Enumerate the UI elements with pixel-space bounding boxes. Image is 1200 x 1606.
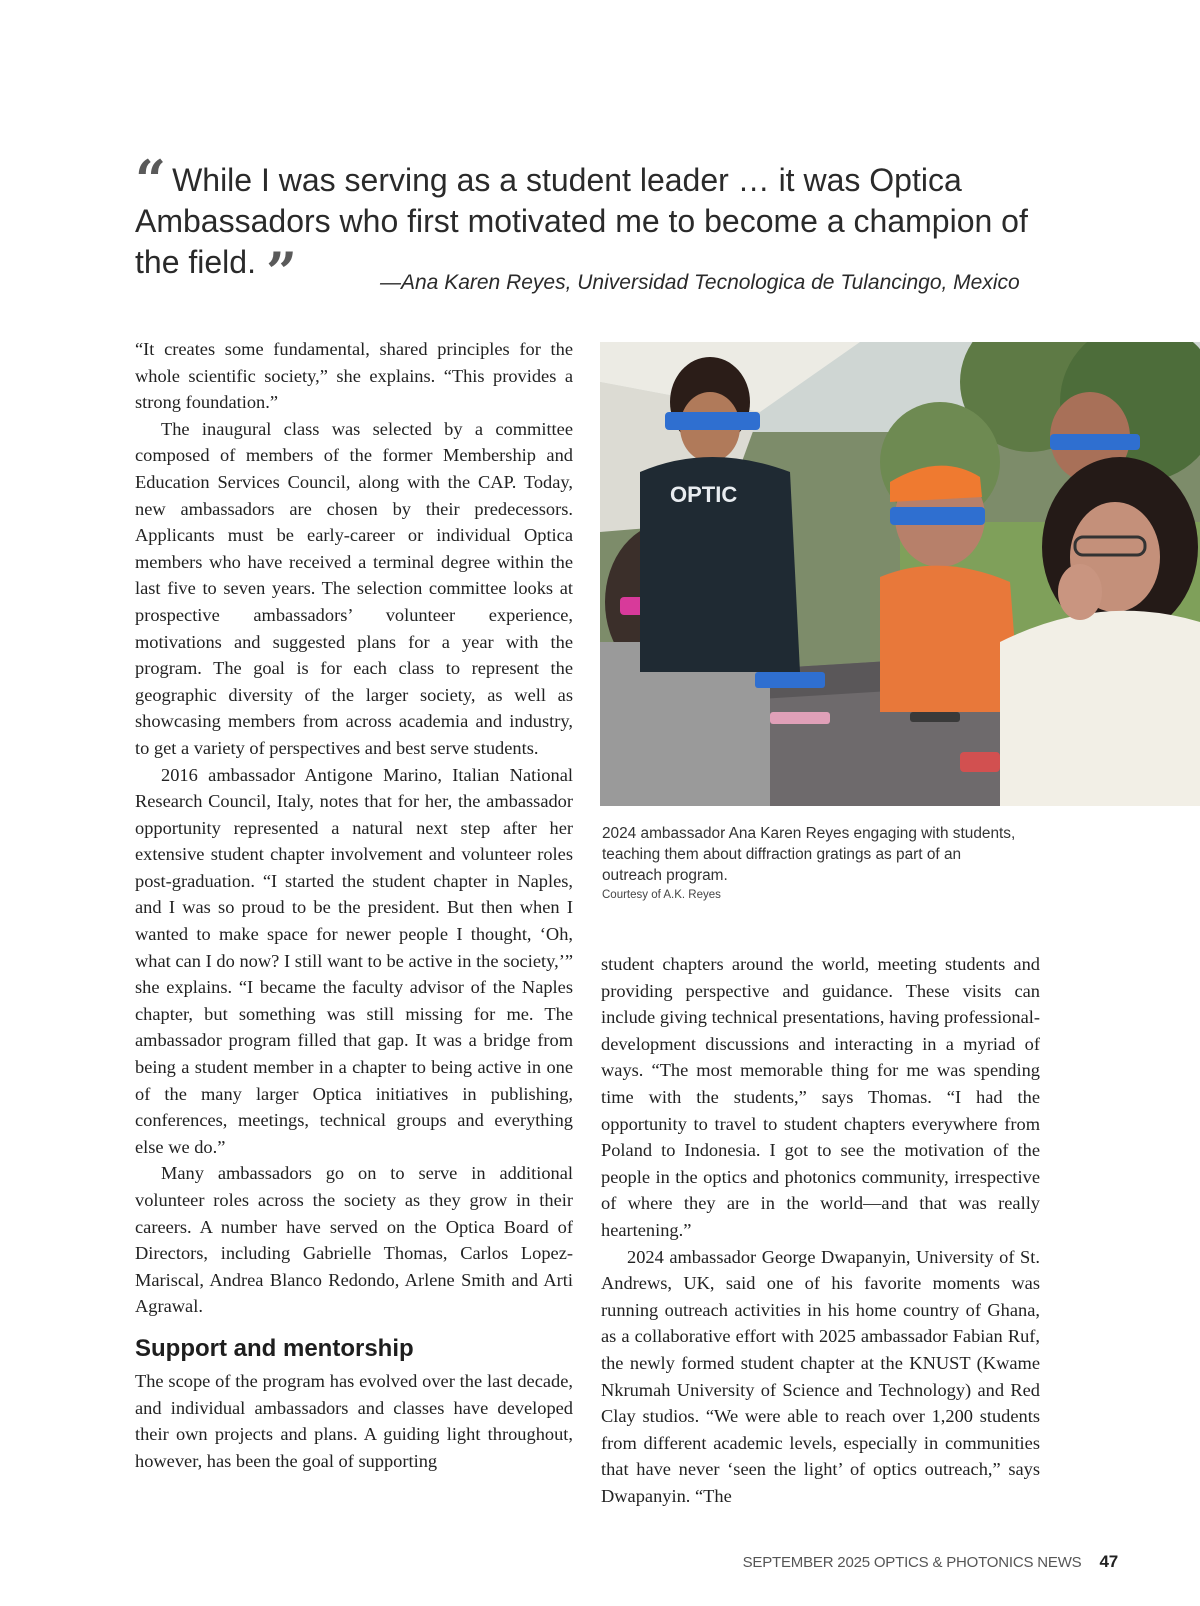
paragraph: 2016 ambassador Antigone Marino, Italian National Research Council, Italy, notes that for her, the ambassador opportunity represented a natural next step after her extensive student chapter involvement and volunteer roles post-graduation. “I started the student chapter in Naples, and I was so proud to be the president. But then when I wanted to make space for newer people I thought, ‘Oh, what can I do now? I still want to be active in the society,’” she explains. “I became the faculty advisor of the Naples chapter, but something was still missing for me. The ambassador program filled that gap. It was a bridge from being a student member in a chapter to being active in one of the many larger Optica initiatives in publishing, conferences, meetings, technical groups and everything else we do.” xyxy=(135,764,573,1157)
pull-quote-text: While I was serving as a student leader … it was Optica Ambassadors who first motivated me to become a champion of the field. xyxy=(135,162,1028,280)
paragraph: student chapters around the world, meeting students and providing perspective and guidance. These visits can include giving technical presentations, having professional-development discussions and interacting in a myriad of ways. “The most memorable thing for me was spending time with the students,” says Thomas. “I had the opportunity to travel to student chapters everywhere from Poland to Indonesia. I got to see the motivation of the people in the optics and photonics community, irrespective of where they are in the world—and that was really heartening.” xyxy=(601,954,1040,1240)
paragraph: The inaugural class was selected by a committee composed of members of the former Membership and Education Services Council, along with the CAP. Today, new ambassadors are chosen by their predecessors. Applicants must be early-career or individual Optica members who have received a terminal degree within the last five to seven years. The selection committee looks at prospective ambassadors’ volunteer experience, motivations and suggested plans for a year with the program. The goal is for each class to represent the geographic diversity of the larger society, as well as showcasing members from across academia and industry, to get a variety of perspectives and best serve students. xyxy=(135,418,573,758)
shirt-text: OPTIC xyxy=(670,482,738,507)
paragraph: Many ambassadors go on to serve in additional volunteer roles across the society as they grow in their careers. A number have served on the Optica Board of Directors, including Gabrielle Thomas, Carlos Lopez-Mariscal, Andrea Blanco Redondo, Arlene Smith and Arti Agrawal. xyxy=(135,1163,573,1317)
paragraph: 2024 ambassador George Dwapanyin, University of St. Andrews, UK, said one of his favorite moments was running outreach activities in his home country of Ghana, as a collaborative effort with 2025 ambassador Fabian Ruf, the newly formed student chapter at the KNUST (Kwame Nkrumah University of Science and Technology) and Red Clay studios. “We were able to reach over 1,200 students from different academic levels, especially in communities that have never ‘seen the light’ of optics outreach,” says Dwapanyin. “The xyxy=(601,1246,1040,1506)
issue-label: SEPTEMBER 2025 OPTICS & PHOTONICS NEWS xyxy=(742,1554,1082,1571)
left-column xyxy=(135,336,573,1474)
open-quote-icon: “ xyxy=(135,148,167,212)
page-number: 47 xyxy=(1099,1552,1118,1571)
page-footer xyxy=(743,1552,1118,1572)
photo-caption: 2024 ambassador Ana Karen Reyes engaging with students, teaching them about diffraction gratings as part of an outreach program. xyxy=(602,825,1016,884)
pull-quote xyxy=(135,148,1035,304)
close-quote-icon: ” xyxy=(265,240,298,304)
right-column xyxy=(601,951,1040,1509)
pull-quote-attribution: —Ana Karen Reyes, Universidad Tecnologica de Tulancingo, Mexico xyxy=(380,271,1020,294)
outreach-photo xyxy=(600,342,1200,806)
paragraph: The scope of the program has evolved over the last decade, and individual ambassadors and classes have developed their own projects and plans. A guiding light throughout, however, has been the goal of supporting xyxy=(135,1370,573,1471)
section-heading: Support and mentorship xyxy=(135,1334,414,1362)
paragraph: “It creates some fundamental, shared principles for the whole scientific society,” she explains. “This provides a strong foundation.” xyxy=(135,339,573,413)
photo-credit: Courtesy of A.K. Reyes xyxy=(602,889,721,901)
